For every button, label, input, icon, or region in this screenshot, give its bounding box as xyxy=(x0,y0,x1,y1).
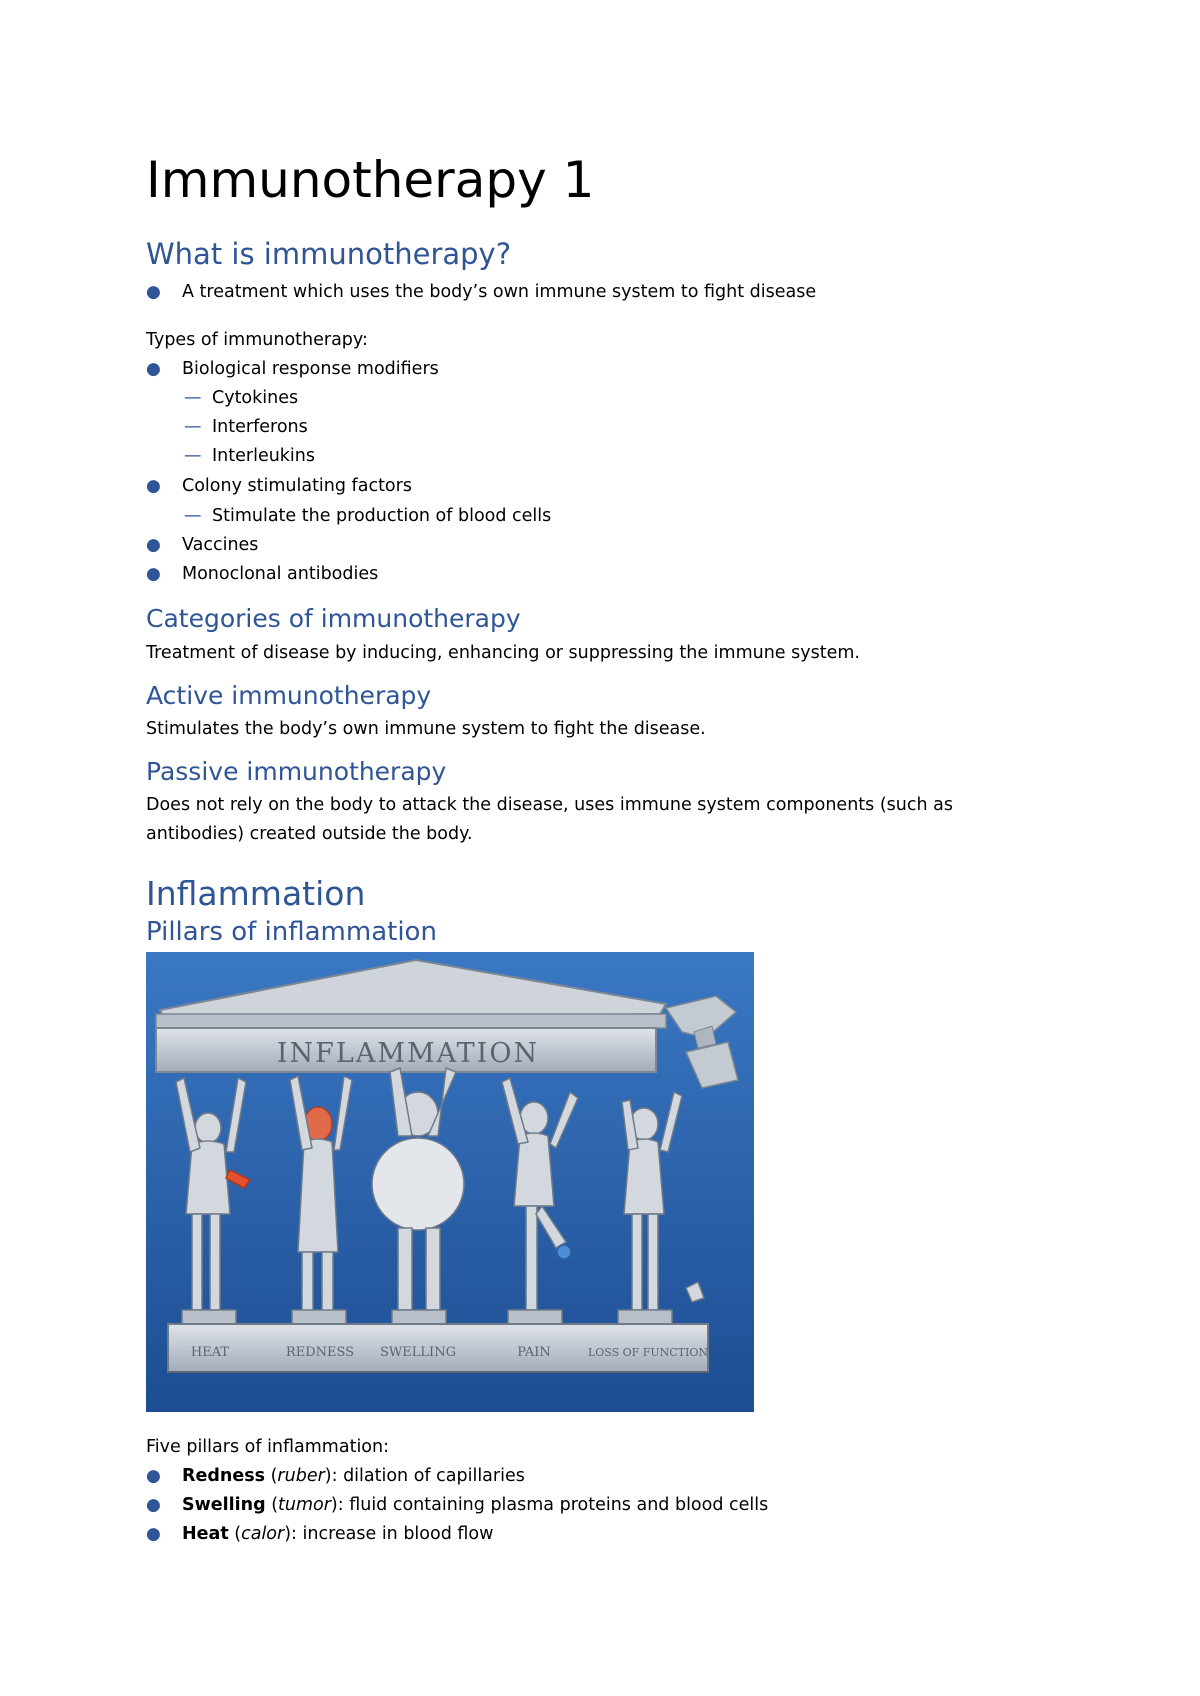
sub-list-item xyxy=(184,384,299,413)
list-item-text: Monoclonal antibodies xyxy=(182,564,379,584)
active-text: Stimulates the body’s own immune system to fight the disease. xyxy=(146,719,706,739)
list-item-text: Stimulate the production of blood cells xyxy=(212,506,552,526)
pillar-desc: : increase in blood flow xyxy=(291,1524,494,1544)
list-item-text: Biological response modifiers xyxy=(182,359,439,379)
bullet-icon: ● xyxy=(146,282,161,302)
list-item-text: Vaccines xyxy=(182,535,259,555)
pillar-term: Swelling xyxy=(182,1495,266,1515)
pillars-intro: Five pillars of inflammation: xyxy=(146,1437,390,1457)
list-item xyxy=(146,472,412,501)
list-item-text: Colony stimulating factors xyxy=(182,476,412,496)
sub-list-item xyxy=(184,442,316,471)
pillar-latin: tumor xyxy=(278,1495,331,1515)
pillar-label-pain: PAIN xyxy=(517,1345,551,1360)
section-heading-passive: Passive immunotherapy xyxy=(146,757,447,786)
list-item-text: A treatment which uses the body’s own immune system to fight disease xyxy=(182,282,817,302)
types-intro: Types of immunotherapy: xyxy=(146,330,368,350)
pillar-label-swelling: SWELLING xyxy=(380,1345,456,1360)
pillar-latin: ruber xyxy=(277,1466,325,1486)
pillar-label-redness: REDNESS xyxy=(285,1345,355,1360)
dash-icon: — xyxy=(184,417,202,437)
dash-icon: — xyxy=(184,388,202,408)
section-heading-what-is: What is immunotherapy? xyxy=(146,237,512,271)
passive-text-line2: antibodies) created outside the body. xyxy=(146,824,473,844)
section-heading-pillars: Pillars of inflammation xyxy=(146,917,437,947)
bullet-icon: ● xyxy=(146,564,161,584)
bullet-icon: ● xyxy=(146,476,161,496)
page-title: Immunotherapy 1 xyxy=(146,151,595,209)
bullet-icon: ● xyxy=(146,359,161,379)
list-item xyxy=(146,560,379,589)
bullet-icon: ● xyxy=(146,535,161,555)
pillars-of-inflammation-illustration xyxy=(146,952,754,1412)
list-item xyxy=(146,355,439,384)
pillar-label-heat: HEAT xyxy=(190,1345,230,1360)
list-item: ● Heat (calor): increase in blood flow xyxy=(182,1520,493,1549)
dash-icon: — xyxy=(184,506,202,526)
bullet-icon: ● xyxy=(146,1495,161,1515)
list-item-text: Cytokines xyxy=(212,388,299,408)
list-item-text: Interferons xyxy=(212,417,308,437)
bullet-icon: ● xyxy=(146,1466,161,1486)
pillar-desc: : fluid containing plasma proteins and blood cells xyxy=(337,1495,769,1515)
pillar-term: Redness xyxy=(182,1466,266,1486)
dash-icon: — xyxy=(184,446,202,466)
list-item xyxy=(146,531,259,560)
pillar-desc: : dilation of capillaries xyxy=(331,1466,525,1486)
list-item-text: Interleukins xyxy=(212,446,316,466)
categories-text: Treatment of disease by inducing, enhancing or suppressing the immune system. xyxy=(146,643,860,663)
section-heading-inflammation: Inflammation xyxy=(146,874,366,913)
section-heading-active: Active immunotherapy xyxy=(146,681,432,710)
passive-text-line1: Does not rely on the body to attack the disease, uses immune system components (such as xyxy=(146,795,953,815)
pillar-label-loss-of-function: LOSS OF FUNCTION xyxy=(587,1346,709,1359)
sub-list-item xyxy=(184,502,552,531)
lintel-text: INFLAMMATION xyxy=(276,1038,540,1069)
pillar-latin: calor xyxy=(241,1524,285,1544)
list-item: ● Swelling (tumor): fluid containing plasma proteins and blood cells xyxy=(182,1491,768,1520)
bullet-icon: ● xyxy=(146,1524,161,1544)
list-item: ● Redness (ruber): dilation of capillaries xyxy=(182,1462,525,1491)
section-heading-categories: Categories of immunotherapy xyxy=(146,604,521,633)
sub-list-item xyxy=(184,413,308,442)
pillar-term: Heat xyxy=(182,1524,229,1544)
list-item xyxy=(146,278,817,307)
